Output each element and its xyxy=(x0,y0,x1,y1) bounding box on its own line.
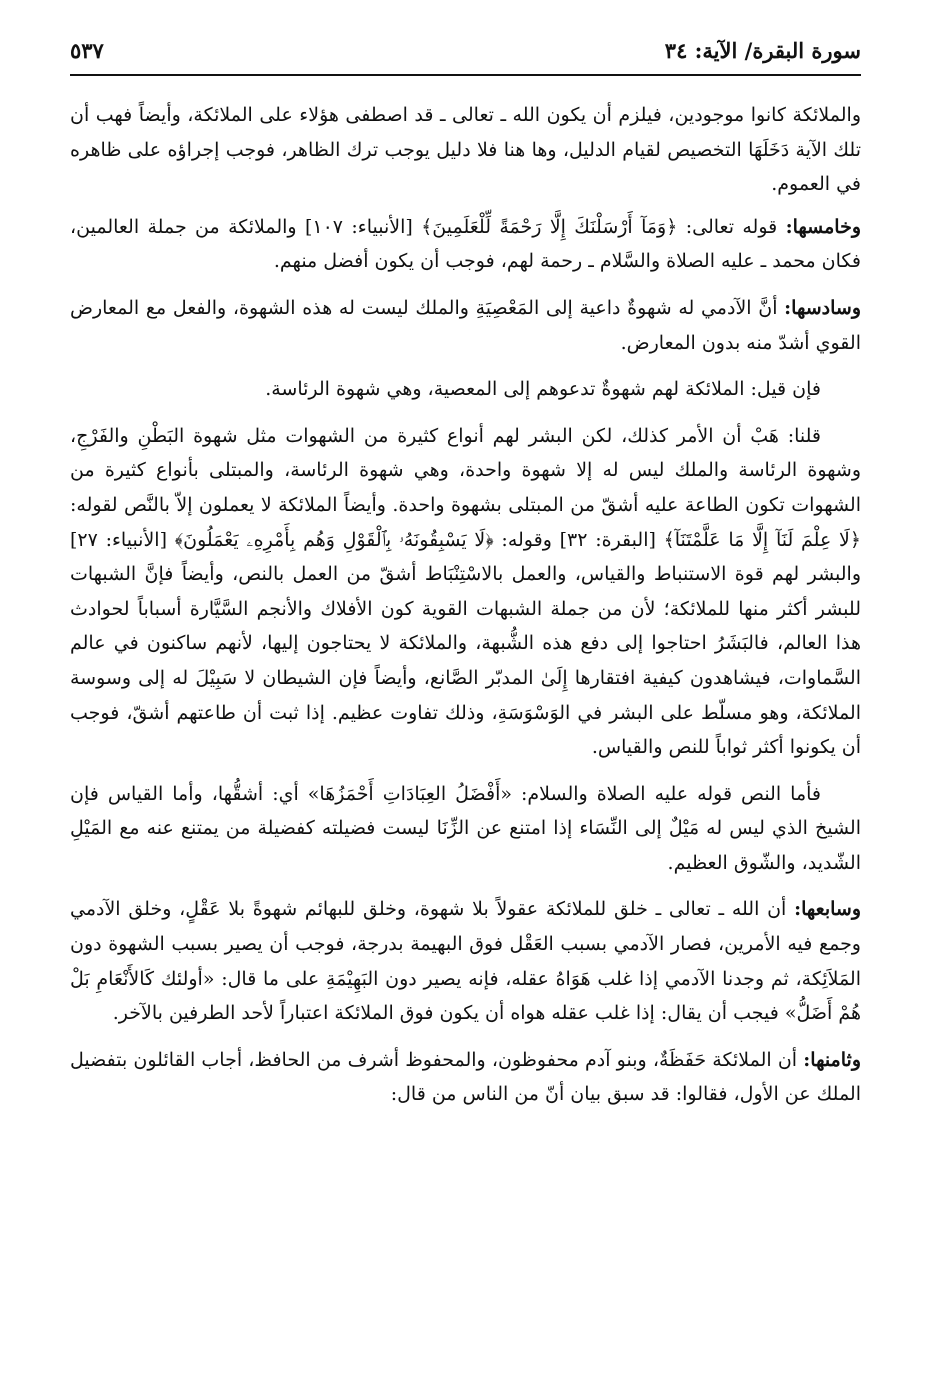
header-rule xyxy=(70,74,861,76)
paragraph: وخامسها: قوله تعالى: ﴿وَمَآ أَرْسَلْنَكَ إِلَّا رَحْمَةً لِّلْعَلَمِينَ﴾ [الأنبياء: ١٠٧] والملائكة من جملة العالمين، فكان محمد ـ عليه الصلاة والسَّلام ـ رحمة لهم، فوجب أن يكون أفضل منهم. xyxy=(70,215,861,273)
paragraph: وثامنها: أن الملائكة حَفَظَةٌ، وبنو آدم محفوظون، والمحفوظ أشرف من الحافظ، أجاب القائلون بتفضيل الملك عن الأول، فقالوا: قد سبق بيان أنّ من الناس من قال: xyxy=(70,1048,861,1106)
paragraph: فأما النص قوله عليه الصلاة والسلام: «أَفْضَلُ العِبَادَاتِ أَحْمَزُهَا» أي: أشقُّها، وأما القياس فإن الشيخ الذي ليس له مَيْلٌ إلى النِّسَاء إذا امتنع عن الزِّنَا ليست فضيلته كفضيلة من يمتنع عنه مع المَيْلِ الشّديد، والشّوق العظيم. xyxy=(70,782,861,874)
page-header xyxy=(70,38,861,72)
paragraph: والملائكة كانوا موجودين، فيلزم أن يكون الله ـ تعالى ـ قد اصطفى هؤلاء على الملائكة، وأيضاً فهب أن تلك الآية دَخَلَهَا التخصيص لقيام الدليل، وها هنا فلا دليل يوجب ترك الظاهر، فوجب إجراؤه على ظاهره في العموم. xyxy=(70,104,861,196)
paragraph: وسادسها: أنَّ الآدمي له شهوةٌ داعية إلى المَعْصِيَةِ والملك ليست له هذه الشهوة، والفعل مع المعارض القوي أشدّ منه بدون المعارض. xyxy=(70,296,861,354)
paragraph: قلنا: هَبْ أن الأمر كذلك، لكن البشر لهم أنواع كثيرة من الشهوات مثل شهوة البَطْنِ والفَرْجِ، وشهوة الرئاسة والملك ليس له إلا شهوة واحدة، وهي شهوة الرئاسة، والمبتلى بأنواع كثيرة من الشهوات تكون الطاعة عليه أشقّ من المبتلى بشهوة واحدة. وأيضاً الملائكة لا يعملون إلاّ بالنَّص لقوله: ﴿لَا عِلْمَ لَنَآ إِلَّا مَا عَلَّمْتَنَآ﴾ [البقرة: ٣٢] وقوله: ﴿لَا يَسْبِقُونَهُۥ بِٱلْقَوْلِ وَهُم بِأَمْرِهِۦ يَعْمَلُونَ﴾ [الأنبياء: ٢٧] والبشر لهم قوة الاستنباط والقياس، والعمل بالاسْتِنْبَاط أشقّ من العمل بالنص، وأيضاً فإنَّ الشبهات للبشر أكثر منها للملائكة؛ لأن من جملة الشبهات القوية كون الأفلاك والأنجم السَّيَّارة أسباباً لحوادث هذا العالم، فالبَشَرُ احتاجوا إلى دفع هذه الشُّبهة، والملائكة لا يحتاجون إليها، لأنهم ساكنون في عالم السَّماوات، فيشاهدون كيفية افتقارها إِلَىٰ المدبّر الصَّانع، وأيضاً فإن الشيطان لا سَبِيْلَ له إلى وسوسة الملائكة، وهو مسلّط على البشر في الوَسْوَسَةِ، وذلك تفاوت عظيم. إذا ثبت أن طاعتهم أشقّ، فوجب أن يكونوا أكثر ثواباً للنص والقياس. xyxy=(70,424,861,759)
paragraph: فإن قيل: الملائكة لهم شهوةٌ تدعوهم إلى المعصية، وهي شهوة الرئاسة. xyxy=(265,378,821,401)
page-number: ٥٣٧ xyxy=(70,38,104,63)
paragraph: وسابعها: أن الله ـ تعالى ـ خلق للملائكة عقولاً بلا شهوة، وخلق للبهائم شهوةً بلا عَقْلٍ، وخلق الآدمي وجمع فيه الأمرين، فصار الآدمي بسبب العَقْل فوق البهيمة بدرجة، فوجب أن يصير بسبب الشهوة دون المَلاَئِكة، ثم وجدنا الآدمي إذا غلب هَوَاهُ عقله، فإنه يصير دون البَهِيْمَةِ على ما قال: «أولئك كَالأَنْعَامِ بَلْ هُمْ أَضَلُّ» فيجب أن يقال: إذا غلب عقله هواه أن يكون فوق الملائكة اعتباراً لأحد الطرفين بالآخر. xyxy=(70,898,861,1025)
running-title: سورة البقرة/ الآية: ٣٤ xyxy=(664,38,861,63)
body-text xyxy=(70,98,861,1112)
